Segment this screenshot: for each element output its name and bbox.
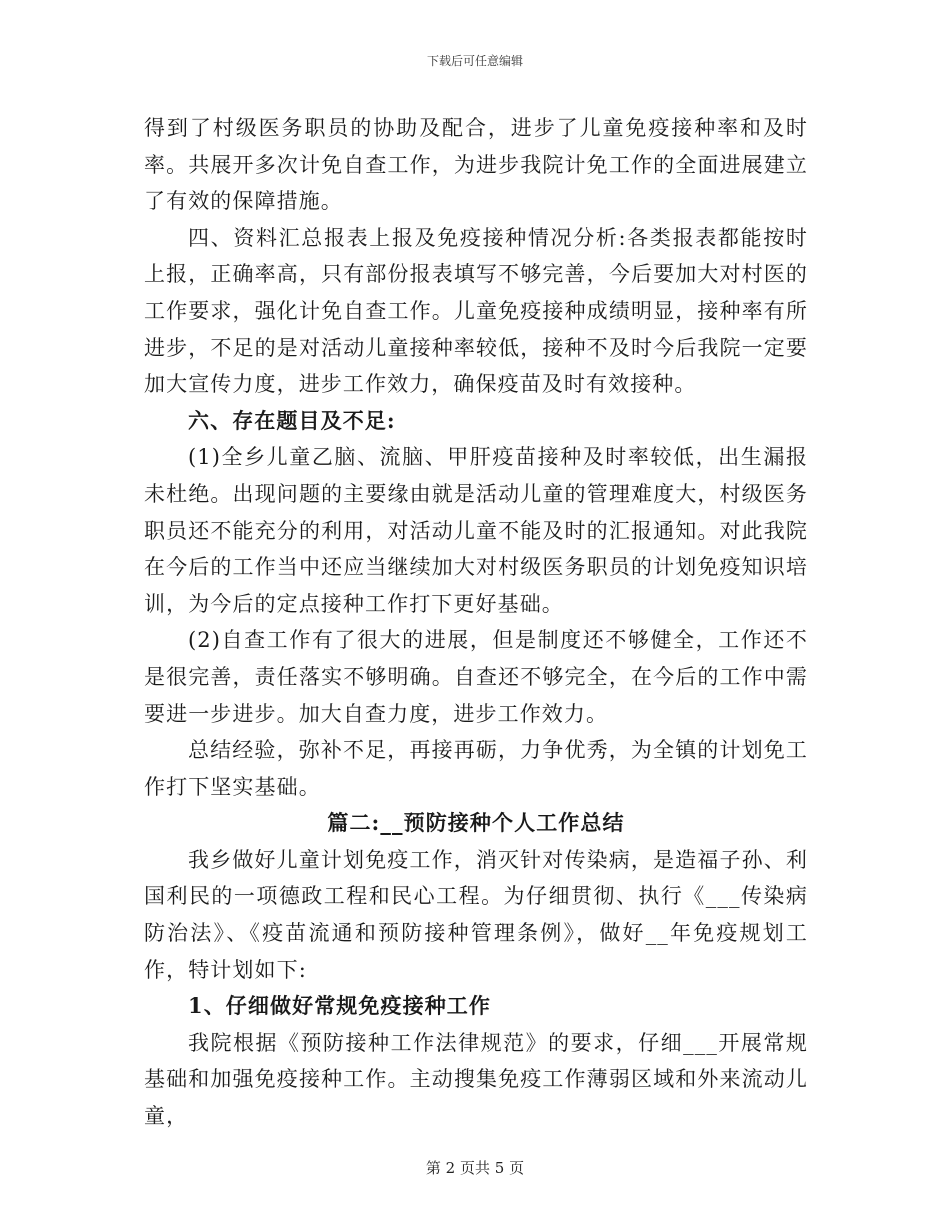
page-footer: 第 2 页共 5 页 [425, 1159, 525, 1177]
page-header: 下载后可任意编辑 [426, 54, 523, 68]
paragraph-continuation: 得到了村级医务职员的协助及配合，进步了儿童免疫接种率和及时率。共展开多次计免自查工作，为进步我院计免工作的全面进展建立了有效的保障措施。 [144, 116, 808, 214]
paragraph-routine-immunization: 我院根据《预防接种工作法律规范》的要求，仔细___开展常规基础和加强免疫接种工作。主动搜集免疫工作薄弱区域和外来流动儿童， [144, 1030, 808, 1129]
paragraph-issue-one: (1)全乡儿童乙脑、流脑、甲肝疫苗接种及时率较低，出生漏报未杜绝。出现问题的主要缘由就是活动儿童的管理难度大，村级医务职员还不能充分的利用，对活动儿童不能及时的汇报通知。对此我院在今后的工作当中还应当继续加大对村级医务职员的计划免疫知识培训，为今后的定点接种工作打下更好基础。 [144, 445, 808, 616]
paragraph-intro: 我乡做好儿童计划免疫工作，消灭针对传染病，是造福子孙、利国利民的一项德政工程和民心工程。为仔细贯彻、执行《___传染病防治法》、《疫苗流通和预防接种管理条例》，做好__年免疫规划工作，特计划如下: [144, 847, 808, 982]
paragraph-section-four: 四、资料汇总报表上报及免疫接种情况分析:各类报表都能按时上报，正确率高，只有部份报表填写不够完善，今后要加大对村医的工作要求，强化计免自查工作。儿童免疫接种成绩明显，接种率有所进步，不足的是对活动儿童接种率较低，接种不及时今后我院一定要加大宣传力度，进步工作效力，确保疫苗及时有效接种。 [144, 225, 808, 397]
document-body [144, 110, 808, 1135]
paragraph-issue-two: (2)自查工作有了很大的进展，但是制度还不够健全，工作还不是很完善，责任落实不够明确。自查还不够完全，在今后的工作中需要进一步进步。加大自查力度，进步工作效力。 [144, 628, 808, 726]
section-heading-six: 六、存在题目及不足: [188, 407, 396, 433]
paragraph-summary: 总结经验，弥补不足，再接再砺，力争优秀，为全镇的计划免工作打下坚实基础。 [144, 738, 808, 799]
article-two-title: 篇二:__预防接种个人工作总结 [327, 810, 625, 836]
section-heading-one: 1、仔细做好常规免疫接种工作 [188, 993, 492, 1019]
